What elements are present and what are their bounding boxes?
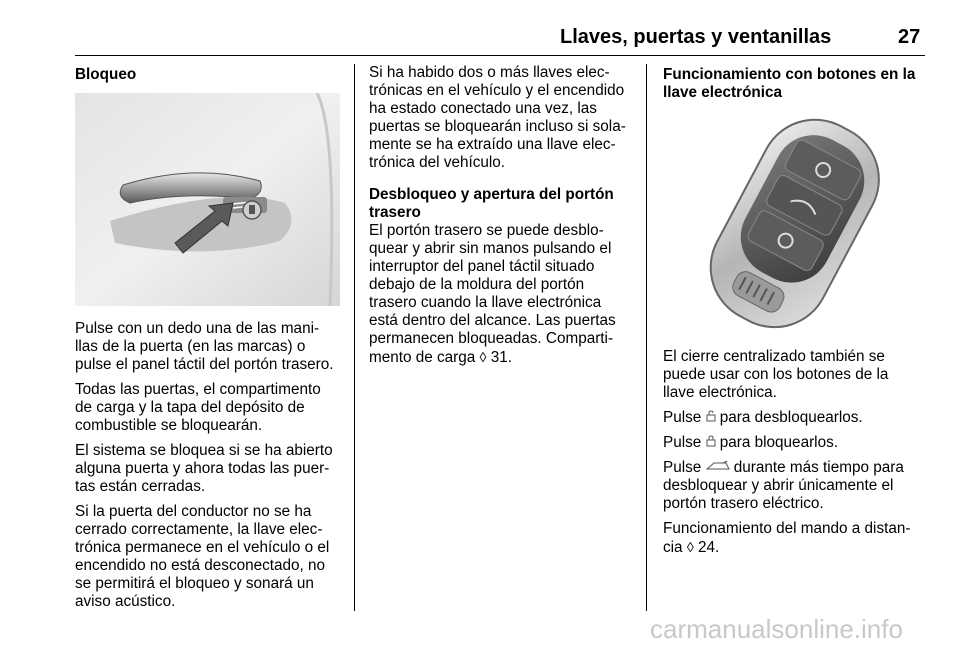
paragraph bbox=[75, 320, 350, 374]
text-line bbox=[369, 348, 637, 367]
text-line: trónica permanece en el vehículo o el bbox=[75, 539, 330, 556]
text-line: pulse el panel táctil del portón trasero. bbox=[75, 356, 334, 373]
column-divider-2 bbox=[646, 64, 647, 611]
text-line bbox=[663, 459, 928, 477]
paragraph bbox=[369, 64, 637, 172]
page-number: 27 bbox=[898, 26, 921, 48]
paragraph bbox=[75, 381, 350, 435]
heading-line: trasero bbox=[369, 204, 421, 221]
text-line: ha estado conectado una vez, las bbox=[369, 100, 597, 117]
paragraph bbox=[663, 348, 928, 402]
reference-text: mento de carga bbox=[369, 349, 476, 366]
text-line: trónica del vehículo. bbox=[369, 154, 506, 171]
text-line: aviso acústico. bbox=[75, 593, 176, 610]
column-divider-1 bbox=[354, 64, 355, 611]
text-line: cerrado correctamente, la llave elec- bbox=[75, 521, 323, 538]
column-2 bbox=[369, 64, 637, 374]
text-line: interruptor del panel táctil situado bbox=[369, 258, 595, 275]
reference-page-link[interactable]: 24. bbox=[697, 539, 720, 556]
section-heading-funcionamiento bbox=[663, 66, 928, 102]
reference-text: cia bbox=[663, 539, 683, 556]
text-line: permanecen bloqueadas. Comparti- bbox=[369, 330, 614, 347]
reference-arrow-icon: ◊ bbox=[686, 539, 694, 555]
text-segment: Pulse bbox=[663, 459, 702, 476]
text-segment: para desbloquearlos. bbox=[719, 409, 863, 426]
column-3 bbox=[663, 66, 928, 564]
text-line: combustible se bloquearán. bbox=[75, 417, 263, 434]
text-line: Pulse con un dedo una de las mani- bbox=[75, 320, 320, 337]
text-line: Funcionamiento del mando a distan- bbox=[663, 520, 911, 537]
text-line: Todas las puertas, el compartimento bbox=[75, 381, 321, 398]
text-line: trasero cuando la llave electrónica bbox=[369, 294, 602, 311]
reference-arrow-icon: ◊ bbox=[479, 349, 487, 365]
unlock-icon bbox=[706, 410, 716, 422]
text-line: encendido no está desconectado, no bbox=[75, 557, 326, 574]
paragraph bbox=[663, 409, 928, 427]
section-heading-bloqueo: Bloqueo bbox=[75, 66, 137, 83]
text-line: puede usar con los botones de la bbox=[663, 366, 889, 383]
lock-icon bbox=[706, 435, 716, 447]
door-handle-illustration bbox=[75, 93, 340, 306]
text-line: está dentro del alcance. Las puertas bbox=[369, 312, 616, 329]
text-line: se permitirá el bloqueo y sonará un bbox=[75, 575, 314, 592]
text-line bbox=[663, 409, 928, 427]
heading-line: Desbloqueo y apertura del portón bbox=[369, 186, 614, 203]
text-line: debajo de la moldura del portón bbox=[369, 276, 585, 293]
text-line: puertas se bloquearán incluso si sola- bbox=[369, 118, 626, 135]
header-rule bbox=[75, 55, 925, 56]
text-line: El portón trasero se puede desblo- bbox=[369, 222, 604, 239]
heading-line: Funcionamiento con botones en la bbox=[663, 66, 916, 83]
paragraph bbox=[663, 520, 928, 557]
text-line bbox=[663, 538, 928, 557]
paragraph bbox=[75, 503, 350, 611]
text-line: Si ha habido dos o más llaves elec- bbox=[369, 64, 610, 81]
header-title: Llaves, puertas y ventanillas bbox=[560, 26, 832, 48]
text-segment: Pulse bbox=[663, 409, 702, 426]
section-heading-desbloqueo bbox=[369, 186, 637, 222]
tailgate-icon bbox=[706, 460, 730, 472]
electronic-key-illustration bbox=[663, 108, 927, 338]
text-line: trónicas en el vehículo y el encendido bbox=[369, 82, 625, 99]
paragraph bbox=[369, 222, 637, 367]
text-line: desbloquear y abrir únicamente el bbox=[663, 477, 894, 494]
text-line: portón trasero eléctrico. bbox=[663, 495, 824, 512]
text-line: llave electrónica. bbox=[663, 384, 777, 401]
text-segment: Pulse bbox=[663, 434, 702, 451]
paragraph bbox=[663, 434, 928, 452]
watermark: carmanualsonline.info bbox=[650, 614, 903, 644]
text-segment: para bloquearlos. bbox=[719, 434, 838, 451]
text-line: mente se ha extraído una llave elec- bbox=[369, 136, 616, 153]
reference-page-link[interactable]: 31. bbox=[490, 349, 512, 366]
paragraph bbox=[663, 459, 928, 513]
text-line: llas de la puerta (en las marcas) o bbox=[75, 338, 306, 355]
text-line: El cierre centralizado también se bbox=[663, 348, 885, 365]
text-line: El sistema se bloquea si se ha abierto bbox=[75, 442, 333, 459]
paragraph bbox=[75, 442, 350, 496]
text-line bbox=[663, 434, 928, 452]
text-line: tas están cerradas. bbox=[75, 478, 206, 495]
text-line: Si la puerta del conductor no se ha bbox=[75, 503, 312, 520]
column-1 bbox=[75, 66, 350, 618]
text-line: alguna puerta y ahora todas las puer- bbox=[75, 460, 330, 477]
text-line: de carga y la tapa del depósito de bbox=[75, 399, 305, 416]
text-line: quear y abrir sin manos pulsando el bbox=[369, 240, 612, 257]
heading-line: llave electrónica bbox=[663, 84, 783, 101]
text-segment: durante más tiempo para bbox=[733, 459, 904, 476]
